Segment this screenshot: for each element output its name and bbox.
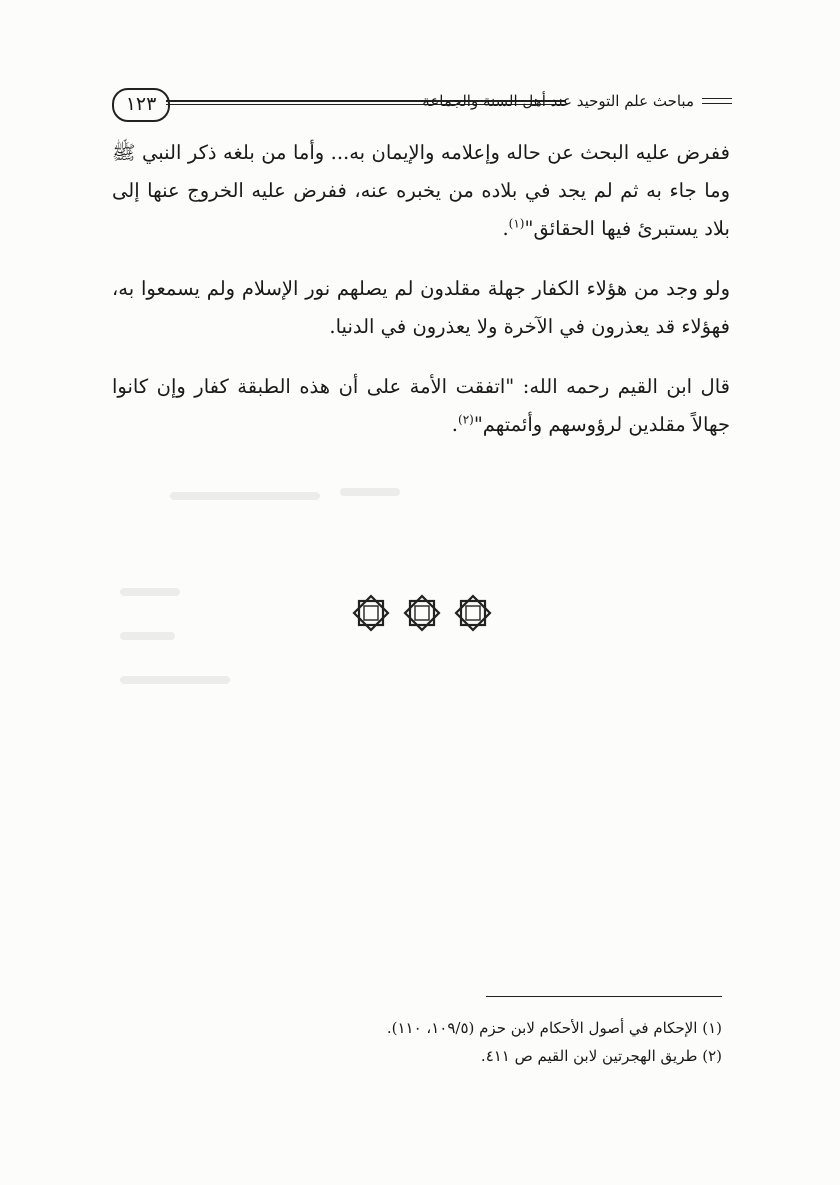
eight-pointed-star-icon (350, 592, 392, 634)
running-title: مباحث علم التوحيد عند أهل السنة والجماعة (422, 92, 694, 110)
eight-pointed-star-icon (452, 592, 494, 634)
footnotes (300, 1014, 722, 1070)
running-header (112, 88, 732, 122)
footnote-separator (486, 996, 722, 997)
bleed-through-mark (170, 492, 320, 500)
bleed-through-mark (340, 488, 400, 496)
footnote-ref-1[interactable]: (١) (508, 216, 525, 231)
bleed-through-mark (120, 676, 230, 684)
paragraph-3: قال ابن القيم رحمه الله: "اتفقت الأمة على أن هذه الطبقة كفار وإن كانوا جهالاً مقلدين لرؤوسهم وأئمتهم"$^{(٢)}$. (112, 375, 730, 436)
footnote-1: (١) الإحكام في أصول الأحكام لابن حزم (١٠٩/٥، ١١٠). (386, 1019, 722, 1037)
eight-pointed-star-icon (401, 592, 443, 634)
footnote-2: (٢) طريق الهجرتين لابن القيم ص ٤١١. (480, 1047, 722, 1065)
paragraph-2: ولو وجد من هؤلاء الكفار جهلة مقلدون لم يصلهم نور الإسلام ولم يسمعوا به، فهؤلاء قد يعذرون في الآخرة ولا يعذرون في الدنيا. (112, 277, 730, 338)
footnote-ref-2[interactable]: (٢) (458, 412, 474, 427)
main-text (112, 134, 730, 444)
paragraph-1: ففرض عليه البحث عن حاله وإعلامه والإيمان به... وأما من بلغه ذكر النبي ﷺ وما جاء به ثم لم يجد في بلاده من يخبره عنه، ففرض عليه الخروج عنها إلى بلاد يستبرئ فيها الحقائق"$^{(١)}$. (112, 141, 730, 240)
section-ornament (350, 592, 494, 636)
bleed-through-mark (120, 588, 180, 596)
header-tail-lines (702, 98, 732, 108)
bleed-through-mark (120, 632, 175, 640)
page-number: ١٢٣ (112, 88, 170, 122)
